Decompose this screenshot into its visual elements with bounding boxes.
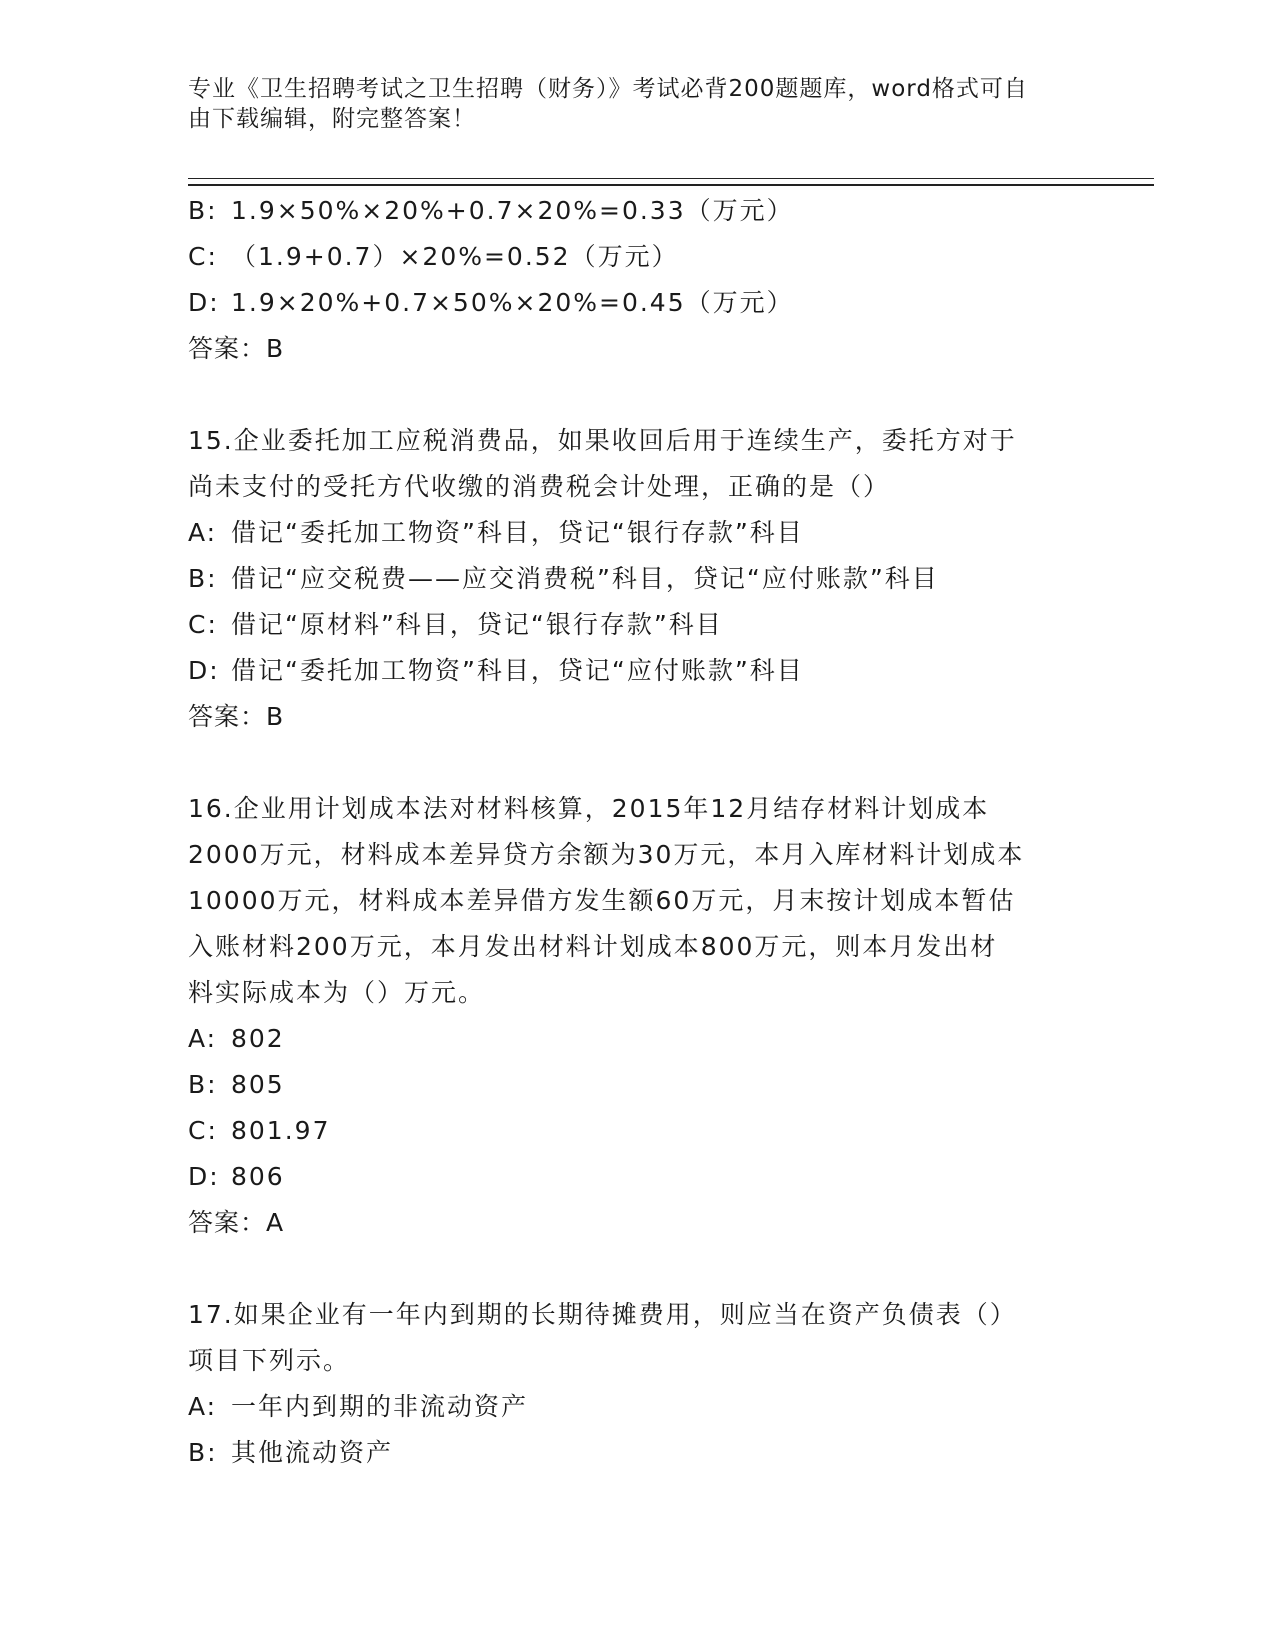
option-c (188, 602, 1088, 648)
header-divider-thin (188, 178, 1154, 179)
option-b (188, 556, 1088, 602)
option-letter: B: (188, 1070, 218, 1099)
option-b (188, 188, 1088, 234)
spacer (188, 372, 1088, 418)
option-text: 801.97 (231, 1116, 331, 1145)
question-text-line: 15.企业委托加工应税消费品，如果收回后用于连续生产，委托方对于 (188, 426, 1017, 455)
option-b (188, 1062, 1088, 1108)
document-header (188, 74, 1088, 134)
option-letter: A: (188, 518, 218, 547)
question-text-line: 入账材料200万元，本月发出材料计划成本800万元，则本月发出材 (188, 932, 998, 961)
option-letter: C: (188, 1116, 218, 1145)
option-letter: B: (188, 564, 218, 593)
answer-line: 答案：B (188, 702, 285, 731)
option-text: 802 (231, 1024, 285, 1053)
spacer (188, 740, 1088, 786)
option-d (188, 1154, 1088, 1200)
option-c (188, 234, 1088, 280)
option-text: 一年内到期的非流动资产 (231, 1392, 529, 1421)
option-a (188, 1016, 1088, 1062)
question-17 (188, 1292, 1088, 1476)
option-text: 借记“委托加工物资”科目，贷记“银行存款”科目 (231, 518, 804, 547)
option-b (188, 1430, 1088, 1476)
option-letter: A: (188, 1024, 218, 1053)
option-letter: D: (188, 288, 220, 317)
option-letter: C: (188, 610, 218, 639)
option-text: 借记“应交税费——应交消费税”科目，贷记“应付账款”科目 (231, 564, 939, 593)
question-text-line: 尚未支付的受托方代收缴的消费税会计处理，正确的是（） (188, 472, 891, 501)
option-a (188, 510, 1088, 556)
option-text: （1.9+0.7）×20%=0.52（万元） (231, 242, 679, 271)
header-divider-thick (188, 184, 1154, 186)
question-text-line: 16.企业用计划成本法对材料核算，2015年12月结存材料计划成本 (188, 794, 990, 823)
question-text-line: 2000万元，材料成本差异贷方余额为30万元，本月入库材料计划成本 (188, 840, 1025, 869)
option-d (188, 280, 1088, 326)
question-text-line: 17.如果企业有一年内到期的长期待摊费用，则应当在资产负债表（） (188, 1300, 1017, 1329)
question-text-line: 10000万元，材料成本差异借方发生额60万元，月末按计划成本暂估 (188, 886, 1016, 915)
option-letter: B: (188, 1438, 218, 1467)
option-c (188, 1108, 1088, 1154)
option-d (188, 648, 1088, 694)
option-a (188, 1384, 1088, 1430)
spacer (188, 1246, 1088, 1292)
question-16 (188, 786, 1088, 1246)
option-letter: A: (188, 1392, 218, 1421)
question-text-line: 项目下列示。 (188, 1346, 351, 1375)
answer-line: 答案：B (188, 334, 285, 363)
header-line-2: 由下载编辑，附完整答案！ (188, 106, 476, 132)
option-letter: D: (188, 1162, 220, 1191)
option-text: 借记“原材料”科目，贷记“银行存款”科目 (231, 610, 723, 639)
option-letter: B: (188, 196, 218, 225)
question-15 (188, 418, 1088, 740)
answer-line: 答案：A (188, 1208, 285, 1237)
option-text: 其他流动资产 (231, 1438, 394, 1467)
option-text: 806 (231, 1162, 285, 1191)
option-text: 805 (231, 1070, 285, 1099)
option-letter: D: (188, 656, 220, 685)
header-line-1: 专业《卫生招聘考试之卫生招聘（财务）》考试必背200题题库，word格式可自 (188, 76, 1028, 102)
document-body (188, 188, 1088, 1476)
question-14 (188, 188, 1088, 372)
option-text: 1.9×20%+0.7×50%×20%=0.45（万元） (231, 288, 794, 317)
option-text: 借记“委托加工物资”科目，贷记“应付账款”科目 (231, 656, 804, 685)
option-letter: C: (188, 242, 218, 271)
option-text: 1.9×50%×20%+0.7×20%=0.33（万元） (231, 196, 794, 225)
question-text-line: 料实际成本为（）万元。 (188, 978, 486, 1007)
